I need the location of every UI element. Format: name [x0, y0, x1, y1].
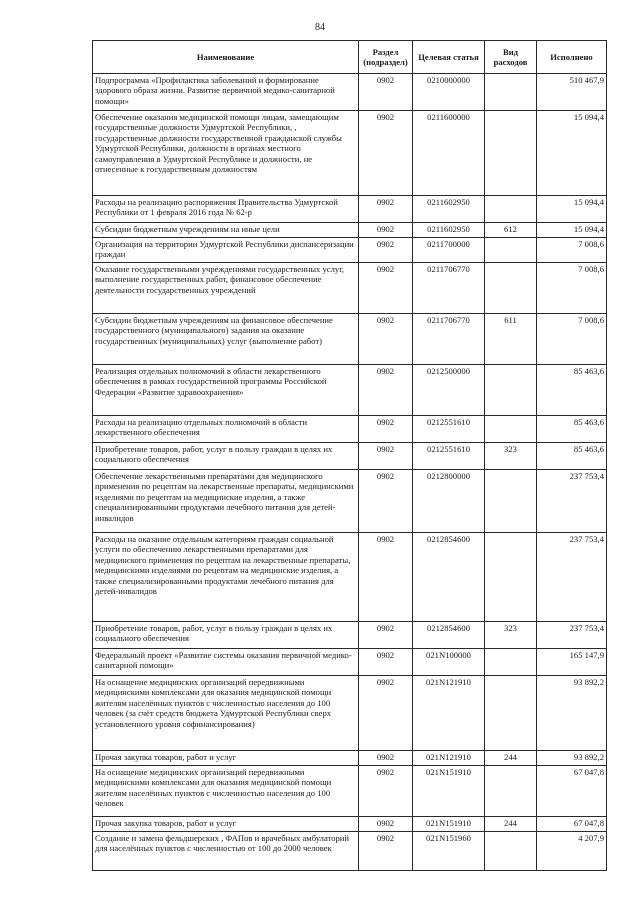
row-value-cell: 165 147,9 — [537, 649, 607, 676]
row-name-cell: Реализация отдельных полномочий в области лекарственного обеспечения в рамках государственной программы Российской Федерации «Развитие здравоохранения» — [93, 365, 359, 416]
row-razdel-cell: 0902 — [359, 470, 413, 533]
header-name: Наименование — [93, 41, 359, 74]
header-ispolneno: Исполнено — [537, 41, 607, 74]
row-vid-cell — [485, 416, 537, 443]
row-statya-cell: 0211602950 — [413, 196, 485, 223]
row-value-cell: 237 753,4 — [537, 622, 607, 649]
page-number: 84 — [315, 22, 325, 33]
row-razdel-cell: 0902 — [359, 223, 413, 238]
table-row — [93, 470, 607, 533]
row-statya-cell: 0210000000 — [413, 74, 485, 111]
row-razdel-cell: 0902 — [359, 365, 413, 416]
row-razdel-cell: 0902 — [359, 74, 413, 111]
row-name-cell: На оснащение медицинских организаций передвижными медицинскими комплексами для оказания медицинской помощи жителям населённых пунктов с численностью населения до 100 человек — [93, 766, 359, 817]
row-vid-cell — [485, 74, 537, 111]
header-razdel: Раздел (подраздел) — [359, 41, 413, 74]
row-value-cell: 4 207,9 — [537, 832, 607, 871]
row-name-cell: Подпрограмма «Профилактика заболеваний и формирование здорового образа жизни. Развитие первичной медико-санитарной помощи» — [93, 74, 359, 111]
table-row — [93, 111, 607, 196]
row-razdel-cell: 0902 — [359, 238, 413, 263]
table-row — [93, 832, 607, 871]
row-vid-cell — [485, 111, 537, 196]
row-vid-cell — [485, 196, 537, 223]
row-razdel-cell: 0902 — [359, 314, 413, 365]
row-value-cell: 7 008,6 — [537, 314, 607, 365]
table-row — [93, 443, 607, 470]
table-row — [93, 314, 607, 365]
table-row — [93, 533, 607, 622]
row-statya-cell: 0212854600 — [413, 622, 485, 649]
table-row — [93, 766, 607, 817]
row-vid-cell — [485, 649, 537, 676]
table-row — [93, 649, 607, 676]
row-statya-cell: 0212800000 — [413, 470, 485, 533]
table-row — [93, 365, 607, 416]
row-name-cell: Создание и замена фельдшерских , ФАПов и врачебных амбулаторий для населённых пунктов с численностью от 100 до 2000 человек — [93, 832, 359, 871]
row-vid-cell — [485, 365, 537, 416]
header-statya: Целевая статья — [413, 41, 485, 74]
row-vid-cell — [485, 470, 537, 533]
row-vid-cell: 244 — [485, 751, 537, 766]
row-value-cell: 85 463,6 — [537, 365, 607, 416]
row-value-cell: 15 094,4 — [537, 111, 607, 196]
row-statya-cell: 0211600000 — [413, 111, 485, 196]
row-value-cell: 7 008,6 — [537, 263, 607, 314]
row-statya-cell: 0212551610 — [413, 416, 485, 443]
row-statya-cell: 021N151960 — [413, 832, 485, 871]
row-statya-cell: 0211706770 — [413, 263, 485, 314]
row-name-cell: Приобретение товаров, работ, услуг в пользу граждан в целях их социального обеспечения — [93, 622, 359, 649]
row-name-cell: Прочая закупка товаров, работ и услуг — [93, 751, 359, 766]
row-razdel-cell: 0902 — [359, 676, 413, 751]
row-name-cell: Прочая закупка товаров, работ и услуг — [93, 817, 359, 832]
row-vid-cell: 323 — [485, 622, 537, 649]
row-value-cell: 7 008,6 — [537, 238, 607, 263]
row-statya-cell: 0211602950 — [413, 223, 485, 238]
row-statya-cell: 021N100000 — [413, 649, 485, 676]
row-statya-cell: 021N121910 — [413, 676, 485, 751]
row-name-cell: Обеспечение лекарственными препаратами для медицинского применения по рецептам на лекарственные препараты, медицинскими изделиями по рецептам на медицинские изделия, а также специализированными продуктами лечебного питания для детей-инвалидов — [93, 470, 359, 533]
row-value-cell: 93 892,2 — [537, 751, 607, 766]
row-vid-cell — [485, 533, 537, 622]
row-vid-cell: 323 — [485, 443, 537, 470]
row-name-cell: Организация на территории Удмуртской Республики диспансеризации граждан — [93, 238, 359, 263]
row-value-cell: 85 463,6 — [537, 416, 607, 443]
table-body — [93, 74, 607, 871]
row-name-cell: Расходы на реализацию отдельных полномочий в области лекарственного обеспечения — [93, 416, 359, 443]
row-vid-cell: 612 — [485, 223, 537, 238]
row-razdel-cell: 0902 — [359, 766, 413, 817]
row-vid-cell: 244 — [485, 817, 537, 832]
budget-table — [92, 40, 607, 871]
table-row — [93, 196, 607, 223]
row-value-cell: 237 753,4 — [537, 533, 607, 622]
row-razdel-cell: 0902 — [359, 111, 413, 196]
row-razdel-cell: 0902 — [359, 263, 413, 314]
row-statya-cell: 021N121910 — [413, 751, 485, 766]
table-row — [93, 676, 607, 751]
row-vid-cell — [485, 766, 537, 817]
row-razdel-cell: 0902 — [359, 622, 413, 649]
table-row — [93, 751, 607, 766]
row-value-cell: 93 892,2 — [537, 676, 607, 751]
row-vid-cell — [485, 676, 537, 751]
table-row — [93, 74, 607, 111]
row-razdel-cell: 0902 — [359, 196, 413, 223]
table-row — [93, 622, 607, 649]
row-vid-cell — [485, 263, 537, 314]
row-name-cell: Обеспечение оказания медицинской помощи лицам, замещающим государственные должности Удмуртской Республики, , государственные должности государственной гражданской службы Удмуртской Республики, должности в органах местного самоуправления в Удмуртской Республике и должности, не отнесенные к государственным должностям — [93, 111, 359, 196]
row-value-cell: 67 047,8 — [537, 817, 607, 832]
table-row — [93, 263, 607, 314]
table-header-row — [93, 41, 607, 74]
row-statya-cell: 021N151910 — [413, 817, 485, 832]
row-name-cell: Федеральный проект «Развитие системы оказания первичной медико-санитарной помощи» — [93, 649, 359, 676]
row-name-cell: Приобретение товаров, работ, услуг в пользу граждан в целях их социального обеспечения — [93, 443, 359, 470]
row-razdel-cell: 0902 — [359, 817, 413, 832]
row-statya-cell: 0211700000 — [413, 238, 485, 263]
table-row — [93, 238, 607, 263]
row-vid-cell — [485, 832, 537, 871]
row-name-cell: Расходы на оказание отдельным категориям граждан социальной услуги по обеспечению лекарственными препаратами для медицинского применения по рецептам на лекарственные препараты, медицинскими изделиями по рецептам на медицинские изделия, а также специализированными продуктами лечебного питания для детей-инвалидов — [93, 533, 359, 622]
row-vid-cell — [485, 238, 537, 263]
header-vid: Вид расходов — [485, 41, 537, 74]
row-value-cell: 510 467,9 — [537, 74, 607, 111]
row-razdel-cell: 0902 — [359, 416, 413, 443]
row-value-cell: 15 094,4 — [537, 196, 607, 223]
row-value-cell: 237 753,4 — [537, 470, 607, 533]
row-name-cell: На оснащение медицинских организаций передвижными медицинскими комплексами для оказания медицинской помощи жителям населённых пунктов с численностью населения до 100 человек (за счёт средств бюджета Удмуртской Республики сверх установленного уровня софинансирования) — [93, 676, 359, 751]
row-vid-cell: 611 — [485, 314, 537, 365]
row-name-cell: Расходы на реализацию распоряжения Правительства Удмуртской Республики от 1 февраля 2016 года № 62-р — [93, 196, 359, 223]
row-value-cell: 85 463,6 — [537, 443, 607, 470]
row-razdel-cell: 0902 — [359, 832, 413, 871]
row-name-cell: Субсидии бюджетным учреждениям на иные цели — [93, 223, 359, 238]
row-razdel-cell: 0902 — [359, 443, 413, 470]
row-razdel-cell: 0902 — [359, 533, 413, 622]
row-statya-cell: 0211706770 — [413, 314, 485, 365]
row-value-cell: 15 094,4 — [537, 223, 607, 238]
row-name-cell: Субсидии бюджетным учреждениям на финансовое обеспечение государственного (муниципального) задания на оказание государственных (муниципальных) услуг (выполнение работ) — [93, 314, 359, 365]
row-statya-cell: 021N151910 — [413, 766, 485, 817]
row-name-cell: Оказание государственными учреждениями государственных услуг, выполнение государственных работ, финансовое обеспечение деятельности государственных учреждений — [93, 263, 359, 314]
table-row — [93, 817, 607, 832]
row-statya-cell: 0212500000 — [413, 365, 485, 416]
row-statya-cell: 0212551610 — [413, 443, 485, 470]
row-razdel-cell: 0902 — [359, 649, 413, 676]
table-row — [93, 223, 607, 238]
row-razdel-cell: 0902 — [359, 751, 413, 766]
table-row — [93, 416, 607, 443]
row-statya-cell: 0212854600 — [413, 533, 485, 622]
row-value-cell: 67 047,8 — [537, 766, 607, 817]
